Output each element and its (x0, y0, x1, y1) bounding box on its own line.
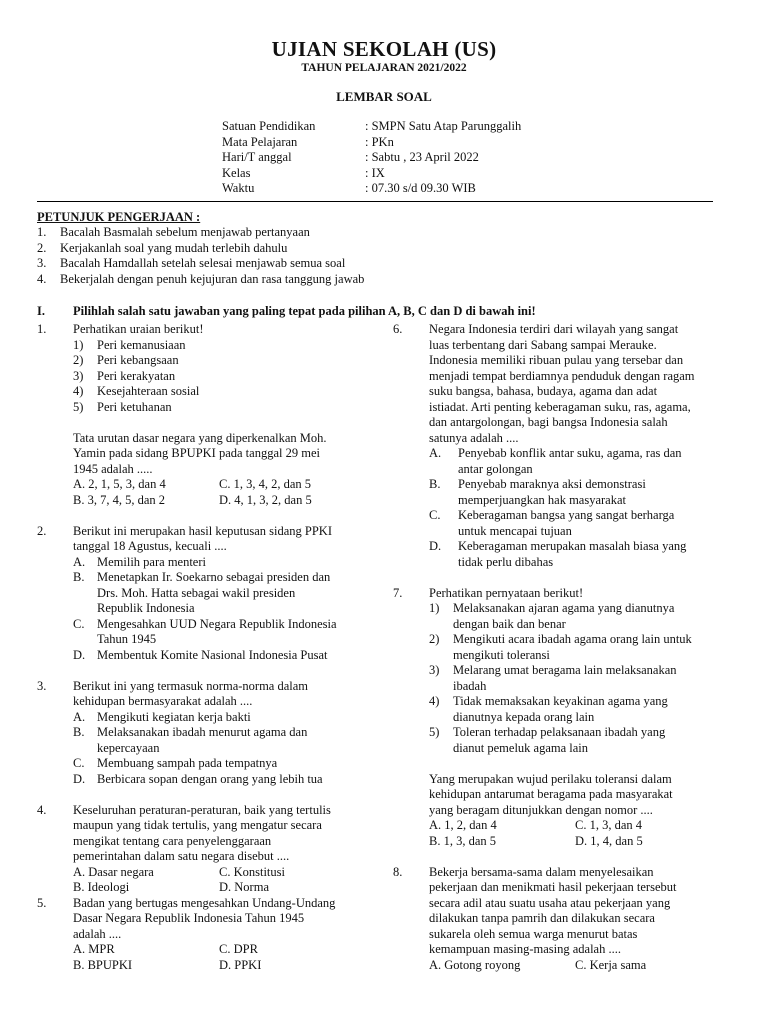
answer-option (73, 617, 359, 648)
questions-right-column (393, 322, 738, 973)
academic-year: TAHUN PELAJARAN 2021/2022 (301, 62, 467, 74)
question-stem-line: luas terbentang dari Sabang sampai Merauke. (429, 337, 657, 352)
question-4 (37, 803, 359, 896)
answer-option (73, 772, 359, 788)
question-stem-line: Bekerja bersama-sama dalam menyelesaikan (429, 864, 654, 879)
question-item (429, 632, 738, 663)
answer-option (429, 508, 738, 539)
question-item (429, 694, 738, 725)
question-stem-line: adalah .... (73, 926, 122, 941)
question-1 (37, 322, 359, 508)
instruction-text: Kerjakanlah soal yang mudah terlebih dahulu (60, 240, 288, 255)
info-row (222, 150, 521, 166)
question-item (429, 663, 738, 694)
instruction-number: 2. (37, 240, 47, 255)
option-label: D. (73, 771, 86, 786)
item-text: dengan baik dan benar (453, 616, 566, 631)
option-label: A. (429, 446, 442, 460)
section-heading (37, 304, 536, 320)
answer-option: C. DPR (219, 942, 258, 956)
question-stem-line: suku bangsa, bahasa, budaya, agama dan adat (429, 384, 658, 398)
question-3 (37, 679, 359, 788)
item-label: 2) (73, 353, 84, 367)
option-text: Penyebab konflik antar suku, agama, ras dan (458, 446, 682, 460)
item-text: Peri kemanusiaan (97, 337, 186, 352)
item-text: dianutnya kepada orang lain (453, 709, 595, 724)
option-text: antar golongan (458, 461, 533, 476)
answer-option (73, 756, 359, 772)
question-6 (393, 322, 738, 570)
item-text: Melarang umat beragama lain melaksanakan (453, 663, 677, 677)
question-number: 5. (37, 895, 47, 910)
answer-option (73, 725, 359, 756)
question-stem-line: secara adil atau suatu usaha atau pekerjaan yang (429, 895, 671, 910)
item-label: 4) (429, 694, 440, 708)
item-text: Peri kerakyatan (97, 368, 176, 383)
question-stem-line: pemerintahan dalam satu negara disebut .... (73, 849, 290, 863)
question-stem-line: Dasar Negara Republik Indonesia Tahun 1945 (73, 911, 305, 925)
info-label: Satuan Pendidikan (222, 119, 316, 133)
answer-option: C. Konstitusi (219, 864, 285, 879)
section-number: I. (37, 304, 45, 318)
answer-option: B. BPUPKI (73, 957, 133, 972)
option-text: Drs. Moh. Hatta sebagai wakil presiden (97, 585, 296, 600)
answer-option: D. Norma (219, 880, 269, 894)
answer-option: D. 1, 4, dan 5 (575, 833, 643, 848)
header-divider (37, 201, 713, 202)
question-number: 6. (393, 322, 403, 336)
option-text: Keberagaman merupakan masalah biasa yang (458, 539, 687, 553)
answer-option: D. 4, 1, 3, 2, dan 5 (219, 492, 312, 507)
question-stem-line: Yang merupakan wujud perilaku toleransi dalam (429, 771, 672, 786)
question-stem-line: Badan yang bertugas mengesahkan Undang-Undang (73, 895, 336, 910)
info-row (222, 119, 521, 135)
question-stem-line: Berikut ini yang termasuk norma-norma dalam (73, 678, 309, 693)
info-value: : PKn (365, 134, 394, 149)
exam-title: UJIAN SEKOLAH (US) (271, 37, 497, 61)
option-label: D. (73, 647, 86, 662)
option-label: C. (429, 508, 441, 522)
question-stem-line: Negara Indonesia terdiri dari wilayah yang sangat (429, 322, 679, 336)
item-label: 1) (429, 601, 440, 615)
option-label: A. (73, 709, 86, 724)
item-text: Melaksanakan ajaran agama yang dianutnya (453, 601, 675, 615)
item-text: Tidak memaksakan keyakinan agama yang (453, 694, 668, 708)
answer-option: D. PPKI (219, 957, 262, 972)
answer-option: C. 1, 3, 4, 2, dan 5 (219, 477, 312, 491)
item-label: 1) (73, 337, 84, 352)
question-number: 7. (393, 585, 403, 600)
option-label: A. (73, 554, 86, 569)
info-value: : IX (365, 165, 385, 180)
question-intro: Perhatikan uraian berikut! (73, 322, 204, 336)
item-text: mengikuti toleransi (453, 647, 550, 662)
answer-option (429, 446, 738, 477)
instruction-number: 3. (37, 256, 47, 270)
item-text: Mengikuti acara ibadah agama orang lain untuk (453, 632, 692, 646)
info-value: : 07.30 s/d 09.30 WIB (365, 181, 476, 195)
option-text: Membuang sampah pada tempatnya (97, 756, 278, 770)
option-text: Mengikuti kegiatan kerja bakti (97, 709, 251, 724)
instruction-item (37, 241, 364, 257)
question-stem-line: Tata urutan dasar negara yang diperkenalkan Moh. (73, 430, 327, 445)
instruction-number: 1. (37, 225, 47, 239)
questions-left-column (37, 322, 359, 973)
option-text: Membentuk Komite Nasional Indonesia Pusat (97, 647, 328, 662)
item-text: Toleran terhadap pelaksanaan ibadah yang (453, 725, 666, 739)
question-stem-line: Indonesia memiliki ribuan pulau yang tersebar dan (429, 353, 684, 367)
option-label: C. (73, 616, 85, 631)
option-label: B. (429, 477, 441, 491)
question-8 (393, 865, 738, 974)
answer-option: A. Dasar negara (73, 864, 154, 879)
info-row (222, 181, 521, 197)
option-label: C. (73, 756, 85, 770)
question-stem-line: istiadat. Arti penting keberagaman suku, ras, agama, (429, 399, 691, 414)
answer-option (73, 710, 359, 726)
option-label: B. (73, 725, 85, 739)
question-item (73, 384, 365, 400)
question-number: 3. (37, 678, 47, 693)
info-row (222, 166, 521, 182)
question-number: 4. (37, 802, 47, 817)
item-label: 5) (73, 399, 84, 414)
option-text: Memilih para menteri (97, 554, 206, 569)
question-stem-line: dilakukan tanpa pamrih dan dilakukan secara (429, 911, 655, 925)
item-label: 4) (73, 384, 84, 398)
question-stem-line: mengikat tentang cara penyelenggaraan (73, 833, 272, 848)
question-stem-line: yang beragam ditunjukkan dengan nomor .... (429, 802, 653, 817)
instruction-item (37, 272, 364, 288)
option-text: Penyebab maraknya aksi demonstrasi (458, 477, 646, 491)
option-text: Tahun 1945 (97, 632, 157, 646)
question-item (73, 369, 365, 385)
instruction-text: Bacalah Hamdallah setelah selesai menjawab semua soal (60, 256, 346, 270)
answer-option: B. 3, 7, 4, 5, dan 2 (73, 492, 166, 507)
question-stem-line: Keseluruhan peraturan-peraturan, baik yang tertulis (73, 802, 331, 817)
question-stem-line: kehidupan antarumat beragama pada masyarakat (429, 787, 673, 801)
question-7 (393, 586, 738, 850)
option-text: Berbicara sopan dengan orang yang lebih tua (97, 771, 323, 786)
info-value: : SMPN Satu Atap Parunggalih (365, 119, 522, 133)
info-value: : Sabtu , 23 April 2022 (365, 150, 479, 164)
question-number: 1. (37, 322, 47, 336)
item-text: Peri ketuhanan (97, 399, 172, 414)
option-text: Keberagaman bangsa yang sangat berharga (458, 508, 675, 522)
answer-option: A. MPR (73, 942, 115, 956)
option-text: Republik Indonesia (97, 601, 195, 615)
answer-option: A. 1, 2, dan 4 (429, 818, 497, 832)
option-text: untuk mencapai tujuan (458, 523, 572, 538)
question-stem-line: kehidupan bermasyarakat adalah .... (73, 694, 253, 708)
question-5 (37, 896, 359, 974)
instructions-list (37, 225, 364, 287)
answer-option (73, 648, 359, 664)
option-text: tidak perlu dibahas (458, 554, 554, 569)
question-stem-line: maupun yang tidak tertulis, yang mengatur secara (73, 818, 322, 832)
info-row (222, 135, 521, 151)
question-stem-line: 1945 adalah ..... (73, 461, 153, 476)
option-text: Menetapkan Ir. Soekarno sebagai presiden dan (97, 570, 331, 584)
question-stem-line: menjadi tempat berdiamnya penduduk dengan ragam (429, 368, 695, 383)
question-number: 2. (37, 523, 47, 538)
instruction-number: 4. (37, 271, 47, 286)
question-stem-line: tanggal 18 Agustus, kecuali .... (73, 539, 227, 553)
option-label: B. (73, 570, 85, 584)
question-stem-line: Berikut ini merupakan hasil keputusan sidang PPKI (73, 523, 332, 538)
instruction-item (37, 225, 364, 241)
option-label: D. (429, 539, 442, 553)
item-text: Kesejahteraan sosial (97, 384, 200, 398)
section-instruction: Pilihlah salah satu jawaban yang paling tepat pada pilihan A, B, C dan D di bawah ini! (73, 304, 536, 318)
answer-option (73, 570, 359, 617)
item-text: dianut pemeluk agama lain (453, 740, 589, 755)
answer-option: A. 2, 1, 5, 3, dan 4 (73, 477, 166, 491)
instruction-text: Bekerjalah dengan penuh kejujuran dan rasa tanggung jawab (60, 271, 365, 286)
info-label: Waktu (222, 181, 255, 195)
option-text: Mengesahkan UUD Negara Republik Indonesia (97, 616, 337, 631)
answer-option: C. Kerja sama (575, 957, 647, 972)
info-label: Kelas (222, 165, 251, 180)
answer-option: B. 1, 3, dan 5 (429, 833, 497, 848)
question-item (429, 601, 738, 632)
answer-option: C. 1, 3, dan 4 (575, 818, 643, 832)
question-item (73, 400, 365, 416)
info-label: Hari/T anggal (222, 150, 292, 164)
answer-option (73, 555, 359, 571)
question-stem-line: Yamin pada sidang BPUPKI pada tanggal 29 mei (73, 446, 320, 460)
item-label: 5) (429, 725, 440, 739)
question-stem-line: pekerjaan dan menikmati hasil pekerjaan tersebut (429, 880, 677, 894)
item-label: 3) (73, 368, 84, 383)
question-item (73, 353, 365, 369)
sheet-title: LEMBAR SOAL (336, 89, 432, 104)
answer-option: A. Gotong royong (429, 957, 521, 972)
item-text: Peri kebangsaan (97, 353, 179, 367)
instruction-text: Bacalah Basmalah sebelum menjawab pertanyaan (60, 225, 310, 239)
option-text: Melaksanakan ibadah menurut agama dan (97, 725, 308, 739)
option-text: memperjuangkan hak masyarakat (458, 492, 626, 507)
instructions-title: PETUNJUK PENGERJAAN : (37, 210, 201, 224)
answer-option (429, 539, 738, 570)
item-label: 3) (429, 663, 440, 677)
question-stem-line: satunya adalah .... (429, 430, 519, 445)
instruction-item (37, 256, 364, 272)
item-text: ibadah (453, 678, 487, 693)
question-stem-line: dan antargolongan, bagi bangsa Indonesia salah (429, 415, 668, 429)
question-item (429, 725, 738, 756)
option-text: kepercayaan (97, 740, 160, 755)
question-item (73, 338, 365, 354)
exam-info-table (222, 119, 521, 197)
question-intro: Perhatikan pernyataan berikut! (429, 585, 584, 600)
answer-option (429, 477, 738, 508)
answer-option: B. Ideologi (73, 880, 130, 894)
question-stem-line: kemampuan masing-masing adalah .... (429, 942, 621, 956)
question-stem-line: sukarela oleh semua warga menurut batas (429, 926, 638, 941)
question-2 (37, 524, 359, 664)
info-label: Mata Pelajaran (222, 134, 298, 149)
question-number: 8. (393, 864, 403, 879)
item-label: 2) (429, 632, 440, 646)
